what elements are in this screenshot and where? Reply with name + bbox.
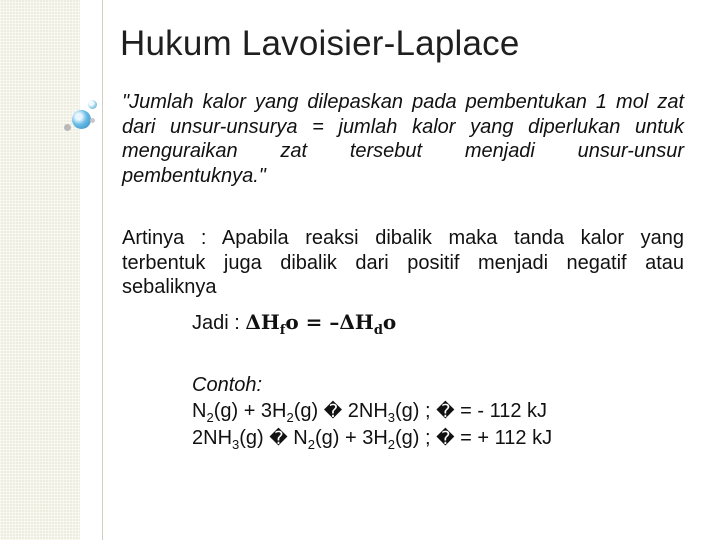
missing-glyph-delta-h-icon: � <box>436 428 455 449</box>
orb-small-icon <box>88 100 97 109</box>
state-text: (g) <box>293 400 324 422</box>
law-quote: "Jumlah kalor yang dilepaskan pada pembentukan 1 mol zat dari unsur-unsurya = jumlah kalor yang diperlukan untuk menguraikan zat tersebut menjadi unsur-unsur pembentuknya." <box>122 91 684 187</box>
enthalpy-value: = - 112 kJ <box>454 400 548 422</box>
decorative-side-stripe <box>0 0 80 540</box>
missing-glyph-arrow-icon: � <box>323 401 343 422</box>
enthalpy-value: = + 112 kJ <box>454 427 553 449</box>
product-text: N <box>287 427 308 449</box>
equals-minus: = – <box>298 310 340 334</box>
conclusion-label: Jadi : <box>192 312 246 334</box>
orb-gray-dot-small-icon <box>90 118 95 123</box>
conclusion-equation <box>192 309 396 336</box>
subscript: 2 <box>387 437 395 452</box>
delta-h-symbol: ΔH <box>339 310 374 334</box>
slide-title: Hukum Lavoisier-Laplace <box>120 24 520 63</box>
subscript: 2 <box>286 410 294 425</box>
subscript: 2 <box>206 410 214 425</box>
reaction-decomposition <box>192 425 552 452</box>
degree-mark: o <box>285 310 299 334</box>
subscript: 3 <box>232 437 240 452</box>
product-text: 2NH <box>342 400 388 422</box>
orb-gray-dot-icon <box>64 124 71 131</box>
delta-h-formation <box>245 310 299 338</box>
subscript: 2 <box>307 437 315 452</box>
product-text: (g) + 3H <box>314 427 388 449</box>
reactant-text: (g) + 3H <box>213 400 287 422</box>
degree-mark: o <box>382 310 397 334</box>
state-text: (g) ; <box>395 427 437 449</box>
state-text: (g) <box>239 427 270 449</box>
subscript: 3 <box>387 410 396 425</box>
formation-subscript: f <box>279 323 286 338</box>
meaning-paragraph: Artinya : Apabila reaksi dibalik maka tanda kalor yang terbentuk juga dibalik dari positif menjadi negatif atau sebaliknya <box>122 227 684 298</box>
decorative-vertical-rule <box>102 0 103 540</box>
delta-h-decomposition <box>339 310 397 338</box>
reactant-text: N <box>192 400 207 422</box>
missing-glyph-delta-h-icon: � <box>436 401 455 422</box>
missing-glyph-arrow-icon: � <box>269 428 288 449</box>
state-text: (g) ; <box>395 400 437 422</box>
delta-h-symbol: ΔH <box>245 310 280 334</box>
example-label: Contoh: <box>192 374 263 396</box>
reactant-text: 2NH <box>192 427 233 449</box>
decomposition-subscript: d <box>373 323 383 338</box>
reaction-formation <box>192 398 547 425</box>
orb-large-icon <box>72 110 91 129</box>
